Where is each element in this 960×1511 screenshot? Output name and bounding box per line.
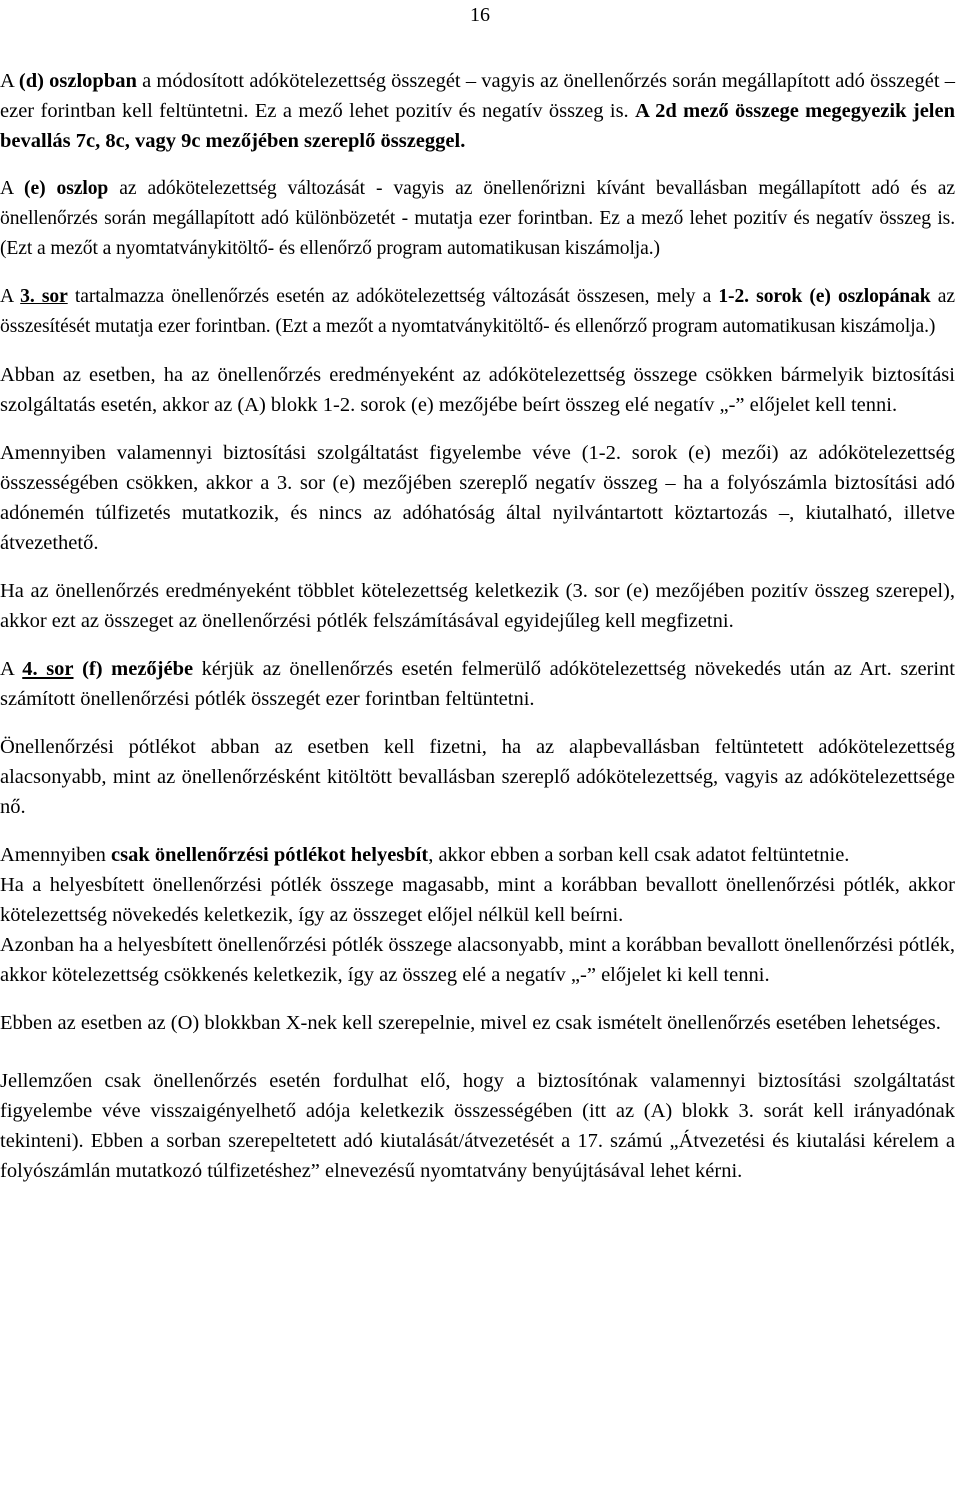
paragraph-higher-surcharge: Ha a helyesbített önellenőrzési pótlék összege magasabb, mint a korábban bevallott önellenőrzési pótlék, akkor kötelezettség növekedés keletkezik, így az összeget előjel nélkül kell beírni.	[0, 874, 955, 926]
text-run: A	[0, 658, 23, 680]
paragraph-lower-surcharge: Azonban ha a helyesbített önellenőrzési pótlék összege alacsonyabb, mint a korábban bevallott önellenőrzési pótlék, akkor kötelezettség csökkenés keletkezik, így az összeg elé a negatív „-” előjelet ki kell tenni.	[0, 934, 955, 986]
paragraph-negative-sign: Abban az esetben, ha az önellenőrzés eredményeként az adókötelezettség összege csökken bármelyik biztosítási szolgáltatás esetén, akkor az (A) blokk 1-2. sorok (e) mezőjébe beírt összeg elé negatív „-” előjelet kell tenni.	[0, 364, 955, 416]
paragraph-row-3	[0, 282, 955, 342]
paragraph-row-4	[0, 654, 955, 714]
text-run: tartalmazza önellenőrzés esetén az adókötelezettség változását összesen, mely a	[67, 286, 719, 307]
bold-term: (d) oszlopban	[18, 70, 137, 92]
bold-term: csak önellenőrzési pótlékot helyesbít	[111, 844, 429, 866]
text-run: a módosított adókötelezettség összegét – vagyis az önellenőrzés során megállapított adó összegét – ezer forintban kell feltüntetni. Ez a mező lehet pozitív és negatív összeg is.	[0, 70, 955, 122]
paragraph-surcharge-condition: Önellenőrzési pótlékot abban az esetben kell fizetni, ha az alapbevallásban feltüntetett adókötelezettség alacsonyabb, mint az önellenőrzésként kitöltött bevallásban szereplő adókötelezettség, vagyis az adókötelezettsége nő.	[0, 736, 955, 818]
paragraph-d-column	[0, 66, 955, 156]
row-reference: 4. sor	[22, 658, 74, 680]
text-run: az összesítését mutatja ezer forintban. (Ezt a mezőt a nyomtatványkitöltő- és ellenőrző program automatikusan kiszámolja.)	[0, 286, 955, 337]
paragraph-only-surcharge	[0, 840, 955, 870]
paragraph-e-column	[0, 174, 955, 264]
row-reference: 3. sor	[20, 286, 68, 307]
page-number: 16	[470, 4, 490, 26]
text-run: A	[0, 70, 19, 92]
bold-note: A 2d mező összege megegyezik jelen bevallás 7c, 8c, vagy 9c mezőjében szereplő összeggel.	[0, 100, 955, 152]
bold-term: 1-2. sorok (e) oszlopának	[718, 286, 931, 307]
paragraph-total-decrease: Amennyiben valamennyi biztosítási szolgáltatást figyelembe véve (1-2. sorok (e) mezői) az adókötelezettség összességében csökken, akkor a 3. sor (e) mezőjében szereplő negatív összeg – ha a folyószámla biztosítási adó adónemén túlfizetés mutatkozik, és nincs az adóhatóság által nyilvántartott köztartozás –, kiutalható, illetve átvezethető.	[0, 442, 955, 554]
text-run: A	[0, 178, 25, 199]
text-run: az adókötelezettség változását - vagyis az önellenőrizni kívánt bevallásban megállapított adó és az önellenőrzés során megállapított adó különbözetét - mutatja ezer forintban. Ez a mező lehet pozitív és negatív összeg is. (Ezt a mezőt a nyomtatványkitöltő- és ellenőrző program automatikusan kiszámolja.)	[0, 178, 955, 259]
paragraph-extra-obligation: Ha az önellenőrzés eredményeként többlet kötelezettség keletkezik (3. sor (e) mezőjében pozitív összeg szerepel), akkor ezt az összeget az önellenőrzési pótlék felszámításával egyidejűleg kell megfizetni.	[0, 580, 955, 632]
document-body	[0, 66, 955, 1186]
text-run: kérjük az önellenőrzés esetén felmerülő adókötelezettség növekedés után az Art. szerint számított önellenőrzési pótlék összegét ezer forintban feltüntetni.	[0, 658, 956, 710]
bold-term: (e) oszlop	[24, 178, 109, 199]
paragraph-o-block: Ebben az esetben az (O) blokkban X-nek kell szerepelnie, mivel ez csak ismételt önellenőrzés esetében lehetséges.	[0, 1012, 941, 1034]
bold-term: (f) mezőjébe	[82, 658, 194, 680]
text-run: Amennyiben	[0, 844, 112, 866]
text-run: , akkor ebben a sorban kell csak adatot feltüntetnie.	[428, 844, 850, 866]
text-run: A	[0, 286, 21, 307]
paragraph-refund: Jellemzően csak önellenőrzés esetén fordulhat elő, hogy a biztosítónak valamennyi biztosítási szolgáltatást figyelembe véve visszaigényelhető adója keletkezik összességében (itt az (A) blokk 3. sorát kell irányadónak tekinteni). Ebben a sorban szerepeltetett adó kiutalását/átvezetését a 17. számú „Átvezetési és kiutalási kérelem a folyószámlán mutatkozó túlfizetéshez” elnevezésű nyomtatvány benyújtásával lehet kérni.	[0, 1070, 955, 1182]
text-run	[74, 658, 83, 680]
